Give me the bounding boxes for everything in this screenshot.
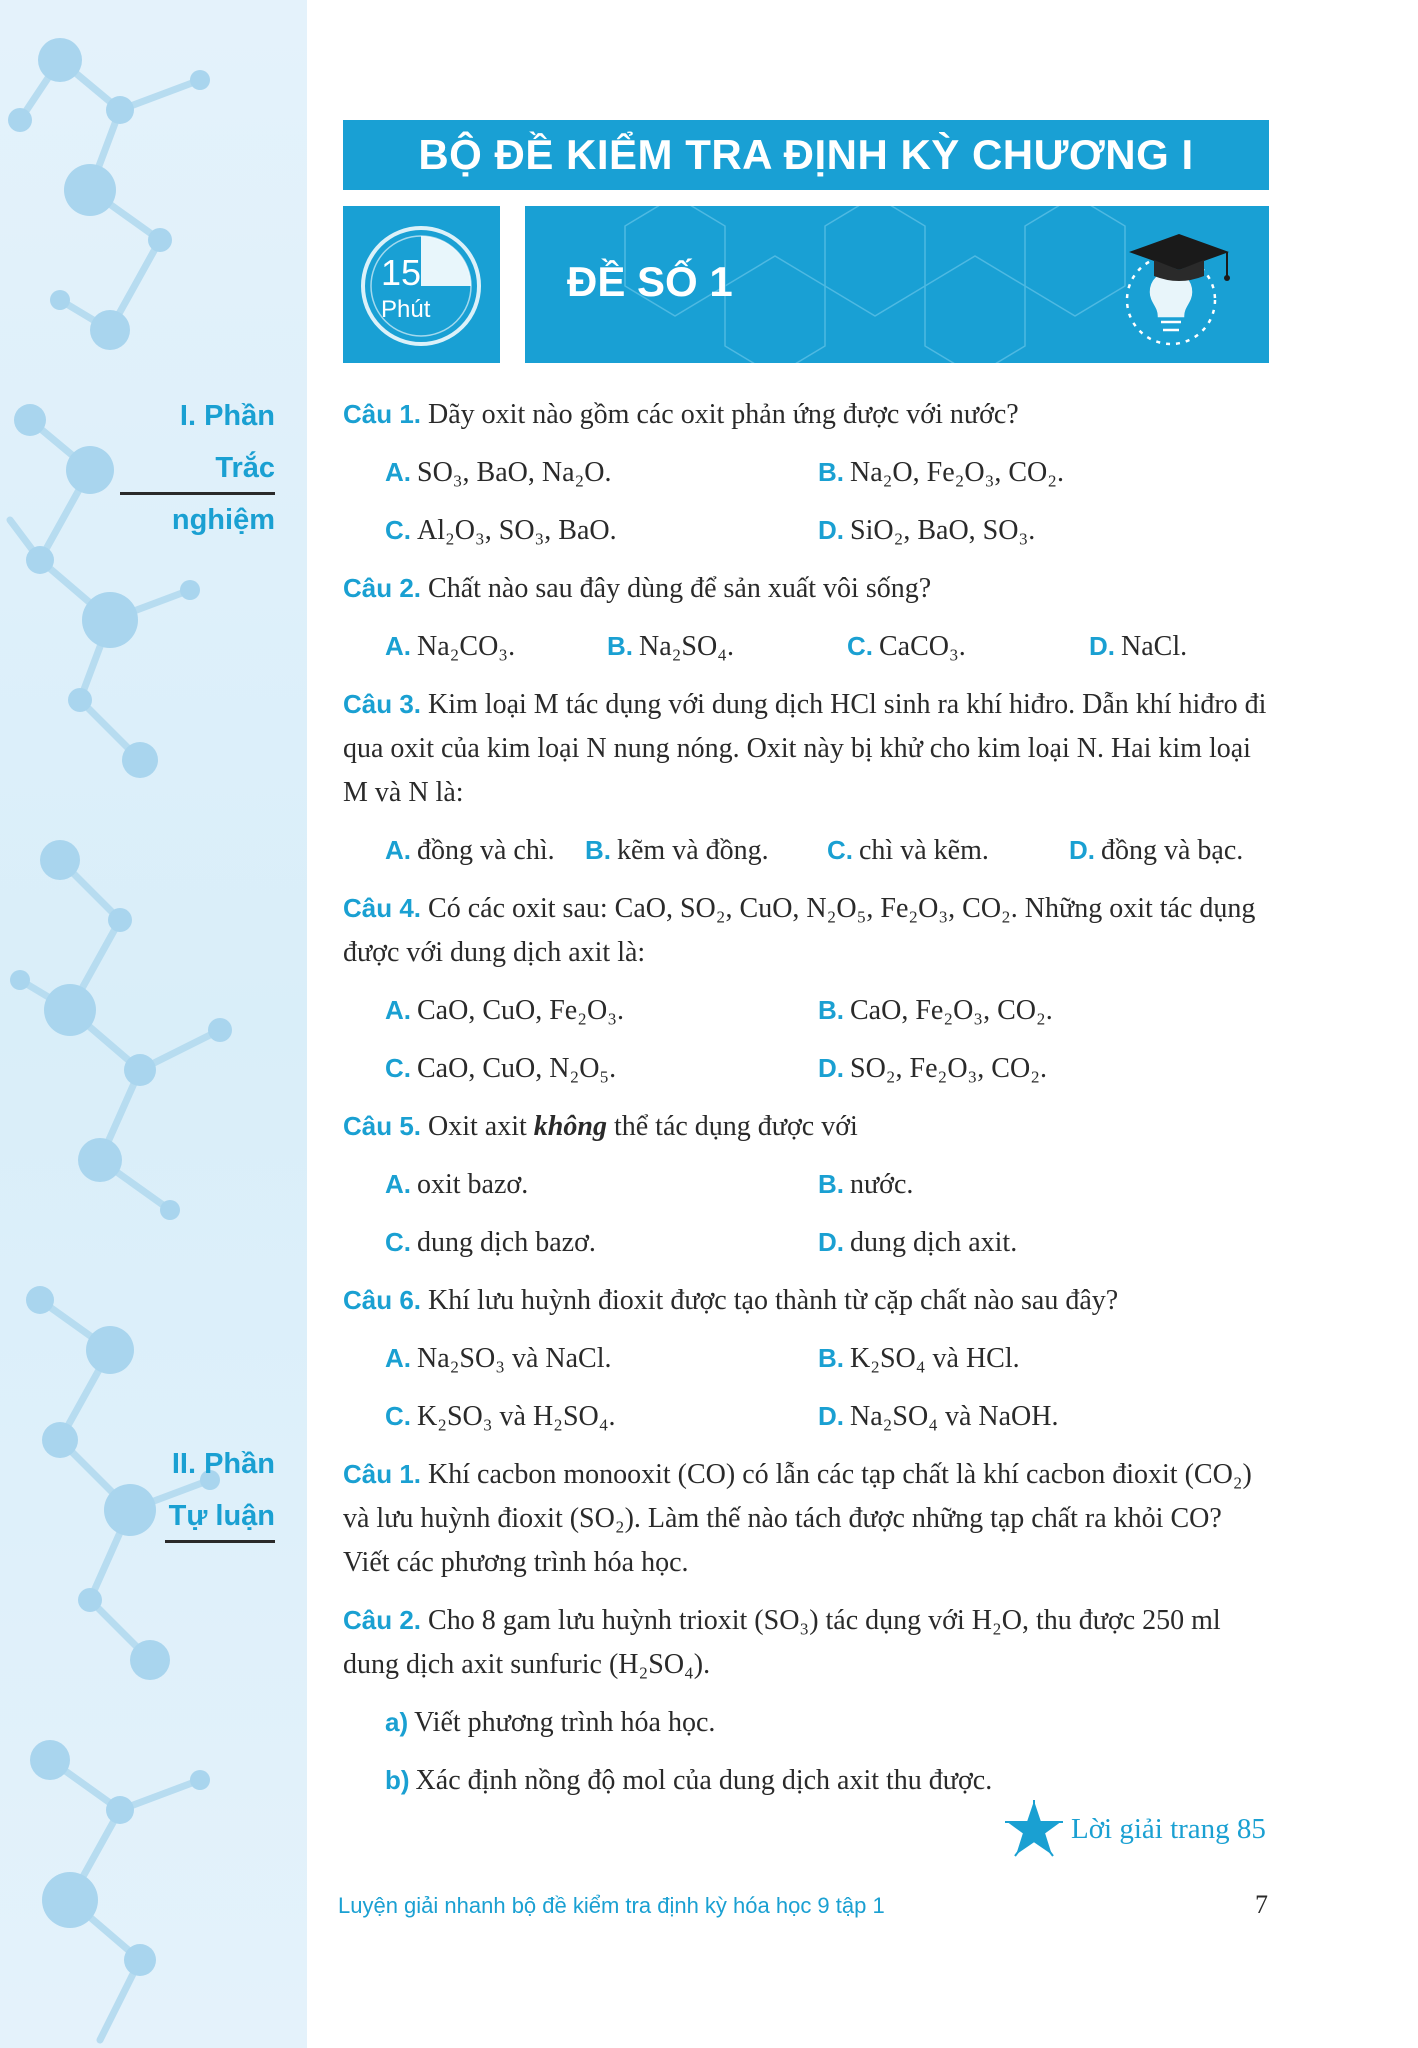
essay-subquestion: b) Xác định nồng độ mol của dung dịch axit thu được.	[385, 1765, 993, 1796]
answer-option: C. chì và kẽm.	[827, 835, 989, 866]
question-label: Câu 5.	[343, 1111, 422, 1141]
book-title-footer: Luyện giải nhanh bộ đề kiểm tra định kỳ hóa học 9 tập 1	[338, 1893, 885, 1918]
essay-question	[343, 1598, 1271, 1687]
section-mc-line2: Trắc nghiệm	[171, 452, 275, 536]
answer-option: D. Na₂SO₄ và NaOH.	[818, 1401, 1059, 1432]
answer-option: D. SiO₂, BaO, SO₃.	[818, 515, 1036, 546]
answer-option: D. NaCl.	[1089, 631, 1188, 662]
molecule-pattern-icon	[0, 0, 307, 2048]
answer-option: B. kẽm và đồng.	[585, 835, 769, 866]
section-essay-line1: II. Phần	[171, 1448, 275, 1480]
graduation-cap-bulb-icon	[1099, 212, 1249, 360]
answer-options	[343, 450, 1271, 553]
question-label: Câu 2.	[343, 573, 422, 603]
answer-option: D. đồng và bạc.	[1069, 835, 1244, 866]
section-mc-underline	[120, 492, 275, 495]
question	[343, 682, 1271, 815]
answer-options	[343, 624, 1271, 669]
answer-option: B. Na₂SO₄.	[607, 631, 734, 662]
question	[343, 566, 1271, 611]
question-text: Kim loại M tác dụng với dung dịch HCl sinh ra khí hiđro. Dẫn khí hiđro đi qua oxit của kim loại N nung nóng. Oxit này bị khử cho kim loại N. Hai kim loại M và N là:	[343, 689, 1267, 808]
page-number: 7	[1255, 1890, 1268, 1919]
solution-reference	[1005, 1800, 1266, 1858]
question-label: Câu 4.	[343, 893, 422, 923]
star-icon	[1005, 1800, 1063, 1858]
question	[343, 1278, 1271, 1323]
question-label: Câu 6.	[343, 1285, 422, 1315]
decorative-sidebar	[0, 0, 307, 2048]
solution-reference-text: Lời giải trang 85	[1071, 1812, 1266, 1845]
section-essay-underline	[165, 1540, 275, 1543]
question-text: Oxit axit	[428, 1111, 527, 1142]
section-label-multiple-choice	[110, 390, 275, 536]
question-label: Câu 1.	[343, 399, 422, 429]
timer-icon	[343, 206, 500, 363]
answer-option: C. Al₂O₃, SO₃, BaO.	[385, 515, 617, 546]
question-content	[343, 392, 1271, 1803]
answer-options	[343, 828, 1271, 873]
question-label: Câu 3.	[343, 689, 422, 719]
timer-value: 15	[381, 252, 422, 293]
timer-badge	[343, 206, 500, 363]
section-mc-line1: I. Phần	[179, 400, 275, 432]
exam-banner	[525, 206, 1269, 363]
answer-option: B. Na₂O, Fe₂O₃, CO₂.	[818, 457, 1065, 488]
answer-options	[343, 1336, 1271, 1439]
answer-option: A. CaO, CuO, Fe₂O₃.	[385, 995, 624, 1026]
question-text: thể tác dụng được với	[613, 1111, 858, 1142]
essay-question	[343, 1452, 1271, 1585]
question-text: Chất nào sau đây dùng để sản xuất vôi sống?	[428, 573, 932, 604]
answer-option: D. dung dịch axit.	[818, 1227, 1018, 1258]
question	[343, 392, 1271, 437]
section-label-essay	[110, 1438, 275, 1548]
question-text: Khí lưu huỳnh đioxit được tạo thành từ cặp chất nào sau đây?	[428, 1285, 1119, 1316]
answer-option: B. nước.	[818, 1169, 914, 1200]
answer-option: D. SO₂, Fe₂O₃, CO₂.	[818, 1053, 1047, 1084]
answer-option: C. CaCO₃.	[847, 631, 966, 662]
essay-question-text: Cho 8 gam lưu huỳnh trioxit (SO₃) tác dụng với H₂O, thu được 250 ml dung dịch axit sunfuric (H₂SO₄).	[343, 1605, 1221, 1680]
answer-options	[343, 988, 1271, 1091]
answer-option: A. Na₂SO₃ và NaCl.	[385, 1343, 612, 1374]
chapter-title: BỘ ĐỀ KIỂM TRA ĐỊNH KỲ CHƯƠNG I	[418, 131, 1194, 178]
answer-option: A. Na₂CO₃.	[385, 631, 516, 662]
question-emphasis: không	[533, 1111, 607, 1142]
answer-option: B. K₂SO₄ và HCl.	[818, 1343, 1020, 1374]
essay-question-label: Câu 2.	[343, 1605, 422, 1635]
answer-options	[343, 1162, 1271, 1265]
essay-question-text: Khí cacbon monooxit (CO) có lẫn các tạp chất là khí cacbon đioxit (CO₂) và lưu huỳnh đioxit (SO₂). Làm thế nào tách được những tạp chất ra khỏi CO? Viết các phương trình hóa học.	[343, 1459, 1252, 1578]
essay-subquestion: a) Viết phương trình hóa học.	[385, 1707, 716, 1738]
answer-option: A. SO₃, BaO, Na₂O.	[385, 457, 612, 488]
essay-question-label: Câu 1.	[343, 1459, 422, 1489]
timer-unit: Phút	[381, 296, 431, 323]
question	[343, 886, 1271, 975]
answer-option: B. CaO, Fe₂O₃, CO₂.	[818, 995, 1053, 1026]
question-text: Dãy oxit nào gồm các oxit phản ứng được với nước?	[428, 399, 1019, 430]
answer-option: A. oxit bazơ.	[385, 1169, 529, 1200]
answer-option: C. CaO, CuO, N₂O₅.	[385, 1053, 617, 1084]
chapter-title-bar	[343, 120, 1269, 190]
answer-option: C. dung dịch bazơ.	[385, 1227, 596, 1258]
section-essay-line2: Tự luận	[168, 1500, 275, 1532]
answer-option: C. K₂SO₃ và H₂SO₄.	[385, 1401, 616, 1432]
question-text: Có các oxit sau: CaO, SO₂, CuO, N₂O₅, Fe₂O₃, CO₂. Những oxit tác dụng được với dung dịch axit là:	[343, 893, 1256, 968]
exam-title: ĐỀ SỐ 1	[567, 258, 733, 305]
question	[343, 1104, 1271, 1149]
answer-option: A. đồng và chì.	[385, 835, 555, 866]
